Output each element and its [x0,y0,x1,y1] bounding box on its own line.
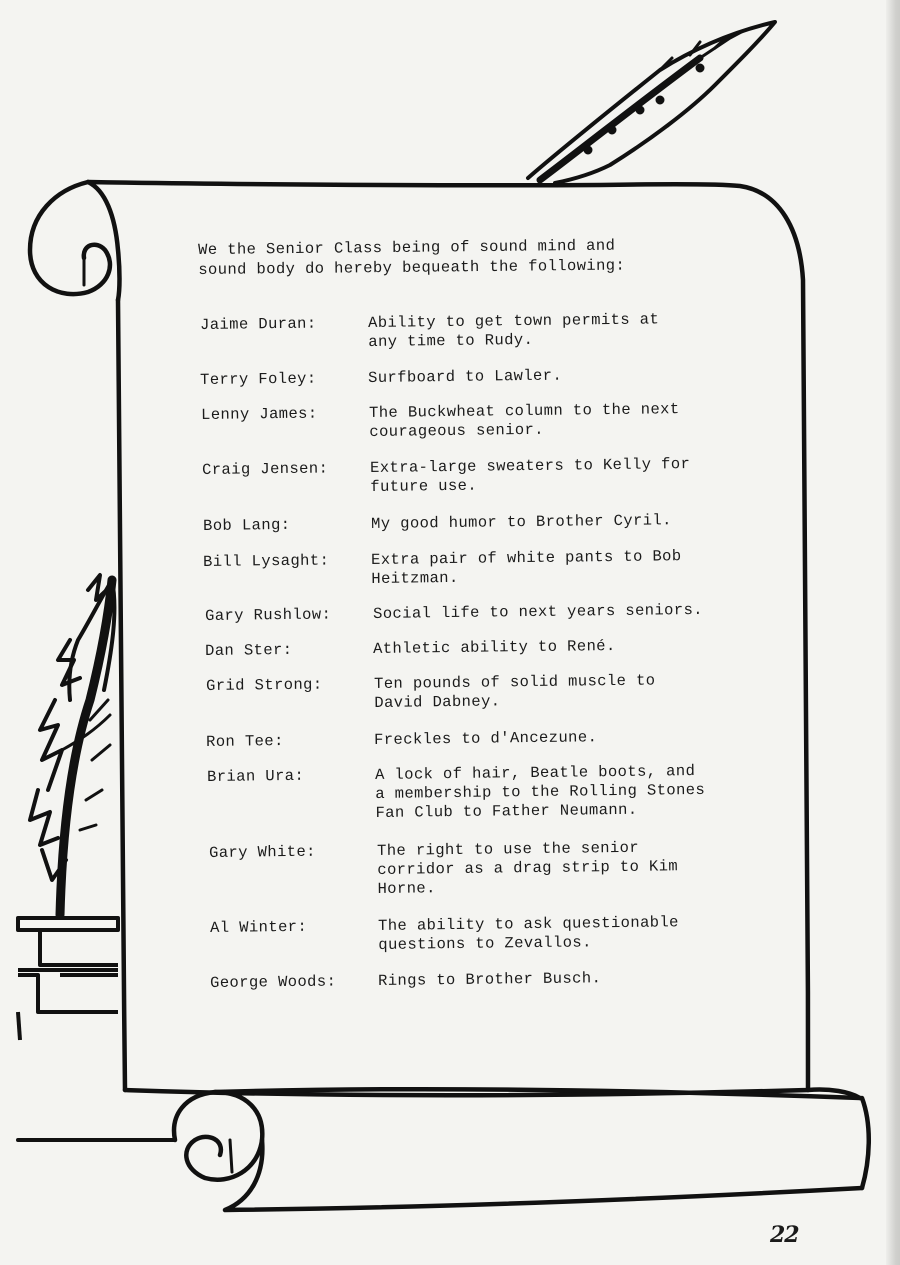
list-item [210,967,776,993]
list-item [205,635,776,661]
bequest-text: Athletic ability to René. [372,636,616,658]
bequest-text: A lock of hair, Beatle boots, and a membership to the Rolling Stones Fan Club to Father Neumann. [374,762,706,822]
bequest-text: Extra pair of white pants to Bob Heitzman. [370,547,682,588]
student-name: Lenny James: [201,404,318,424]
student-name: Dan Ster: [205,640,293,660]
student-name: Brian Ura: [207,766,305,786]
bequest-text: Surfboard to Lawler. [367,366,563,387]
list-item [206,670,776,715]
bequest-text: The Buckwheat column to the next courageous senior. [368,400,680,441]
inkwell-stand-icon [18,918,118,1040]
student-name: Jaime Duran: [200,314,317,334]
page-number: 22 [770,1222,799,1248]
list-item [206,726,776,752]
student-name: Bob Lang: [203,515,291,535]
student-name: Craig Jensen: [202,459,329,479]
bequest-text: Social life to next years seniors. [372,600,704,623]
student-name: Al Winter: [210,917,308,937]
list-item [200,309,776,354]
plant-illustration-icon [30,575,114,915]
student-name: Bill Lysaght: [203,551,330,571]
student-name: Ron Tee: [206,732,284,751]
list-item [209,837,777,901]
list-item [202,454,776,499]
quill-pen-icon [528,22,775,183]
bequest-text: Freckles to d'Ancezune. [373,728,598,749]
list-item [210,912,776,957]
bequest-text: Ten pounds of solid muscle to David Dabney. [373,671,656,712]
student-name: Gary White: [209,842,316,862]
bequest-text: My good humor to Brother Cyril. [370,511,672,533]
list-item [205,600,776,626]
student-name: Terry Foley: [200,369,317,389]
list-item [207,761,777,825]
student-name: Grid Strong: [206,675,323,695]
bequest-document [196,236,776,993]
bequest-list [196,310,776,993]
list-item [203,510,776,536]
bequest-text: Rings to Brother Busch. [377,969,602,990]
student-name: Gary Rushlow: [205,605,332,625]
list-item [200,364,776,390]
page-edge-shadow [886,0,900,1265]
bequest-text: The right to use the senior corridor as a drag strip to Kim Horne. [376,838,679,898]
list-item [201,399,776,444]
student-name: George Woods: [210,972,337,992]
intro-statement: We the Senior Class being of sound mind and sound body do hereby bequeath the following: [198,236,626,279]
list-item [203,546,776,591]
bequest-text: Ability to get town permits at any time to Rudy. [367,310,660,351]
bequest-text: The ability to ask questionable questions to Zevallos. [377,913,679,954]
bequest-text: Extra-large sweaters to Kelly for future use. [369,455,691,496]
